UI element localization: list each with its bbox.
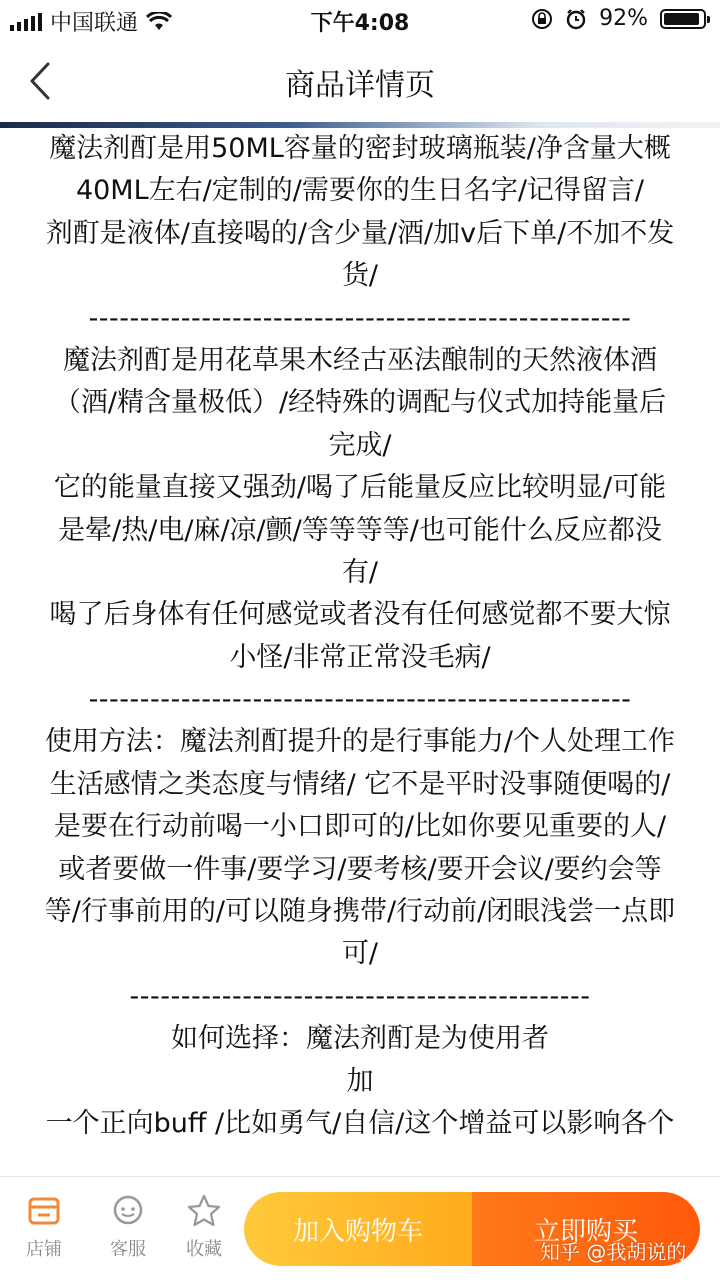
product-description[interactable]	[0, 128, 720, 1176]
description-line: 加	[346, 1065, 374, 1097]
add-to-cart-button[interactable]: 加入购物车	[244, 1192, 472, 1266]
description-line: 小怪/非常正常没毛病/	[229, 641, 491, 673]
store-tab[interactable]	[8, 1193, 80, 1261]
description-line: 剂酊是液体/直接喝的/含少量/酒/加v后下单/不加不发	[45, 217, 675, 249]
buy-now-button[interactable]: 立即购买	[472, 1192, 700, 1266]
description-line: 如何选择：魔法剂酊是为使用者	[171, 1023, 549, 1055]
carrier-name: 中国联通	[50, 11, 139, 36]
description-line: 有/	[341, 556, 379, 588]
description-line: 货/	[341, 260, 379, 292]
lock-rotation-icon	[531, 8, 553, 30]
star-icon	[186, 1193, 222, 1229]
favorite-tab[interactable]	[168, 1193, 240, 1261]
description-line: 等/行事前用的/可以随身携带/行动前/闭眼浅尝一点即	[44, 896, 676, 928]
chat-bubble-icon	[110, 1193, 146, 1229]
description-line: 一个正向buff /比如勇气/自信/这个增益可以影响各个	[45, 1107, 675, 1139]
description-line: 是要在行动前喝一小口即可的/比如你要见重要的人/	[53, 811, 667, 843]
divider-line: ---------------------------------------------	[129, 980, 591, 1012]
description-line: 魔法剂酊是用50ML容量的密封玻璃瓶装/净含量大概	[49, 133, 671, 164]
watermark-text: 知乎 @我胡说的	[540, 1240, 687, 1264]
description-line: 使用方法：魔法剂酊提升的是行事能力/个人处理工作	[44, 726, 676, 758]
status-bar	[0, 0, 720, 40]
divider-line: -----------------------------------------------------	[88, 302, 632, 334]
status-time: 下午4:08	[310, 11, 410, 36]
nav-bar	[0, 40, 720, 122]
description-line: 生活感情之类态度与情绪/ 它不是平时没事随便喝的/	[49, 768, 671, 800]
divider-line: -----------------------------------------------------	[88, 684, 632, 716]
description-line: 或者要做一件事/要学习/要考核/要开会议/要约会等	[58, 853, 662, 885]
description-line: 可/	[341, 938, 379, 970]
page-title: 商品详情页	[285, 68, 435, 103]
description-line: 喝了后身体有任何感觉或者没有任何感觉都不要大惊	[49, 599, 671, 631]
bottom-action-bar	[0, 1176, 720, 1282]
customer-service-tab[interactable]	[92, 1193, 164, 1261]
battery-fill	[664, 13, 699, 25]
battery-percent: 92%	[599, 6, 648, 31]
description-line: 是晕/热/电/麻/凉/颤/等等等等/也可能什么反应都没	[58, 514, 662, 546]
description-line: （酒/精含量极低）/经特殊的调配与仪式加持能量后	[53, 387, 667, 419]
battery-icon	[660, 9, 706, 29]
favorite-label: 收藏	[186, 1239, 222, 1260]
description-line: 40ML左右/定制的/需要你的生日名字/记得留言/	[75, 175, 645, 207]
description-line: 魔法剂酊是用花草果木经古巫法酿制的天然液体酒	[63, 344, 657, 376]
store-icon	[26, 1193, 62, 1229]
description-line: 完成/	[328, 429, 392, 461]
description-lines	[0, 128, 720, 1145]
description-line: 它的能量直接又强劲/喝了后能量反应比较明显/可能	[53, 472, 667, 504]
store-label: 店铺	[26, 1239, 62, 1260]
service-label: 客服	[110, 1239, 146, 1260]
alarm-icon	[565, 8, 587, 30]
status-right	[531, 6, 706, 31]
